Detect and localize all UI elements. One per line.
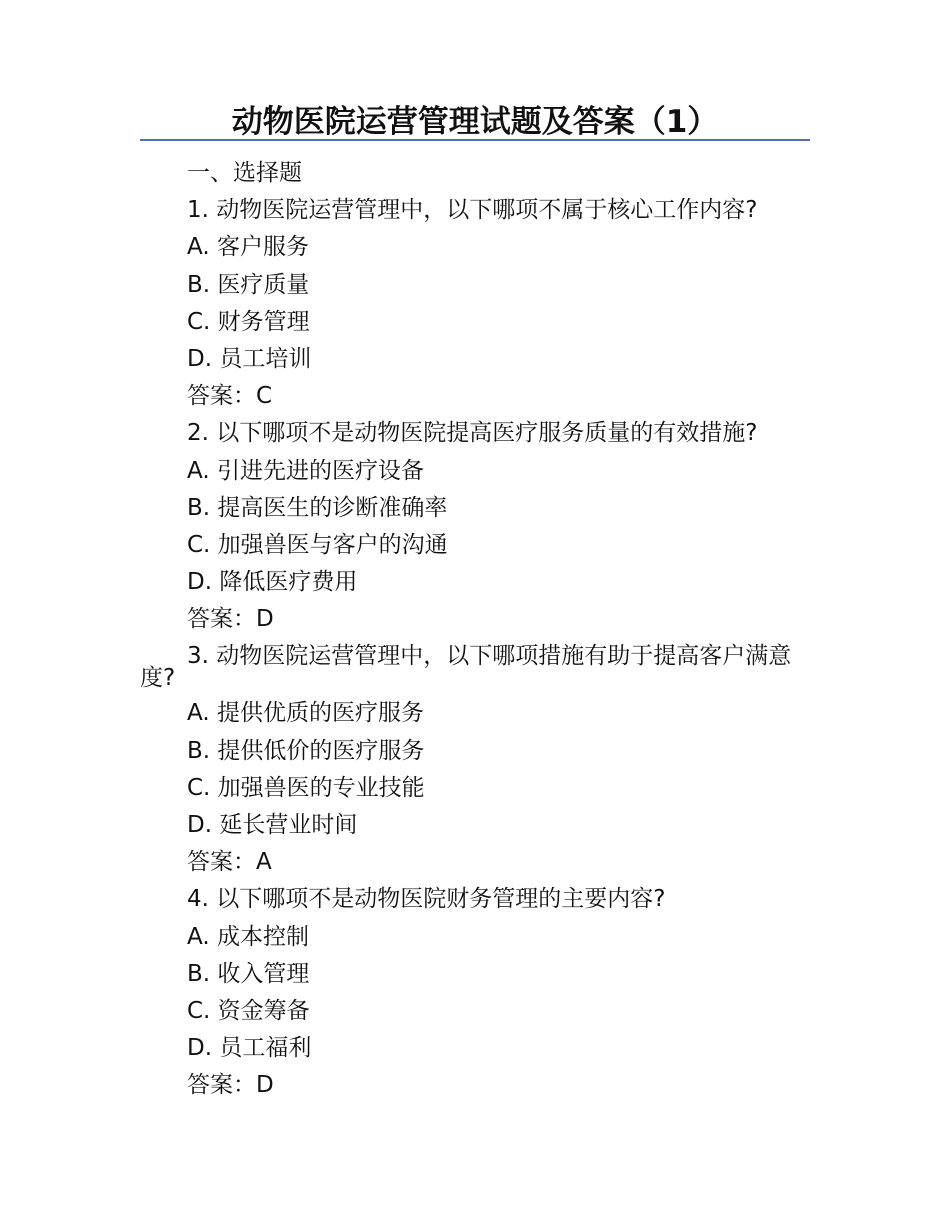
question-answer: 答案：A <box>187 849 272 876</box>
question-answer: 答案：D <box>187 606 274 633</box>
section-heading: 一、选择题 <box>187 160 302 186</box>
question-stem: 1. 动物医院运营管理中，以下哪项不属于核心工作内容? <box>187 197 758 224</box>
question-option: B. 提供低价的医疗服务 <box>187 737 425 764</box>
question-option: C. 资金筹备 <box>187 997 310 1024</box>
document-title: 动物医院运营管理试题及答案（1） <box>231 104 719 140</box>
question-option: A. 提供优质的医疗服务 <box>187 700 424 727</box>
question-option: B. 收入管理 <box>187 960 310 987</box>
question-stem: 3. 动物医院运营管理中，以下哪项措施有助于提高客户满意度? <box>140 643 792 692</box>
question-option: D. 延长营业时间 <box>187 812 358 838</box>
question-option: C. 加强兽医与客户的沟通 <box>187 531 448 558</box>
question-option: A. 成本控制 <box>187 923 309 950</box>
question-option: D. 降低医疗费用 <box>187 569 358 596</box>
question-option: B. 医疗质量 <box>187 271 310 298</box>
question-option: A. 客户服务 <box>187 234 309 261</box>
question-option: C. 财务管理 <box>187 308 310 335</box>
document-body <box>140 155 810 1105</box>
question-option: D. 员工福利 <box>187 1035 312 1062</box>
question-option: B. 提高医生的诊断准确率 <box>187 494 448 521</box>
title-underline <box>140 139 810 141</box>
question-option: A. 引进先进的医疗设备 <box>187 457 424 484</box>
question-option: C. 加强兽医的专业技能 <box>187 774 425 801</box>
question-stem: 2. 以下哪项不是动物医院提高医疗服务质量的有效措施? <box>187 420 758 447</box>
question-stem: 4. 以下哪项不是动物医院财务管理的主要内容? <box>187 886 666 913</box>
question-answer: 答案：D <box>187 1072 274 1099</box>
question-option: D. 员工培训 <box>187 345 312 372</box>
question-answer: 答案：C <box>187 383 273 410</box>
